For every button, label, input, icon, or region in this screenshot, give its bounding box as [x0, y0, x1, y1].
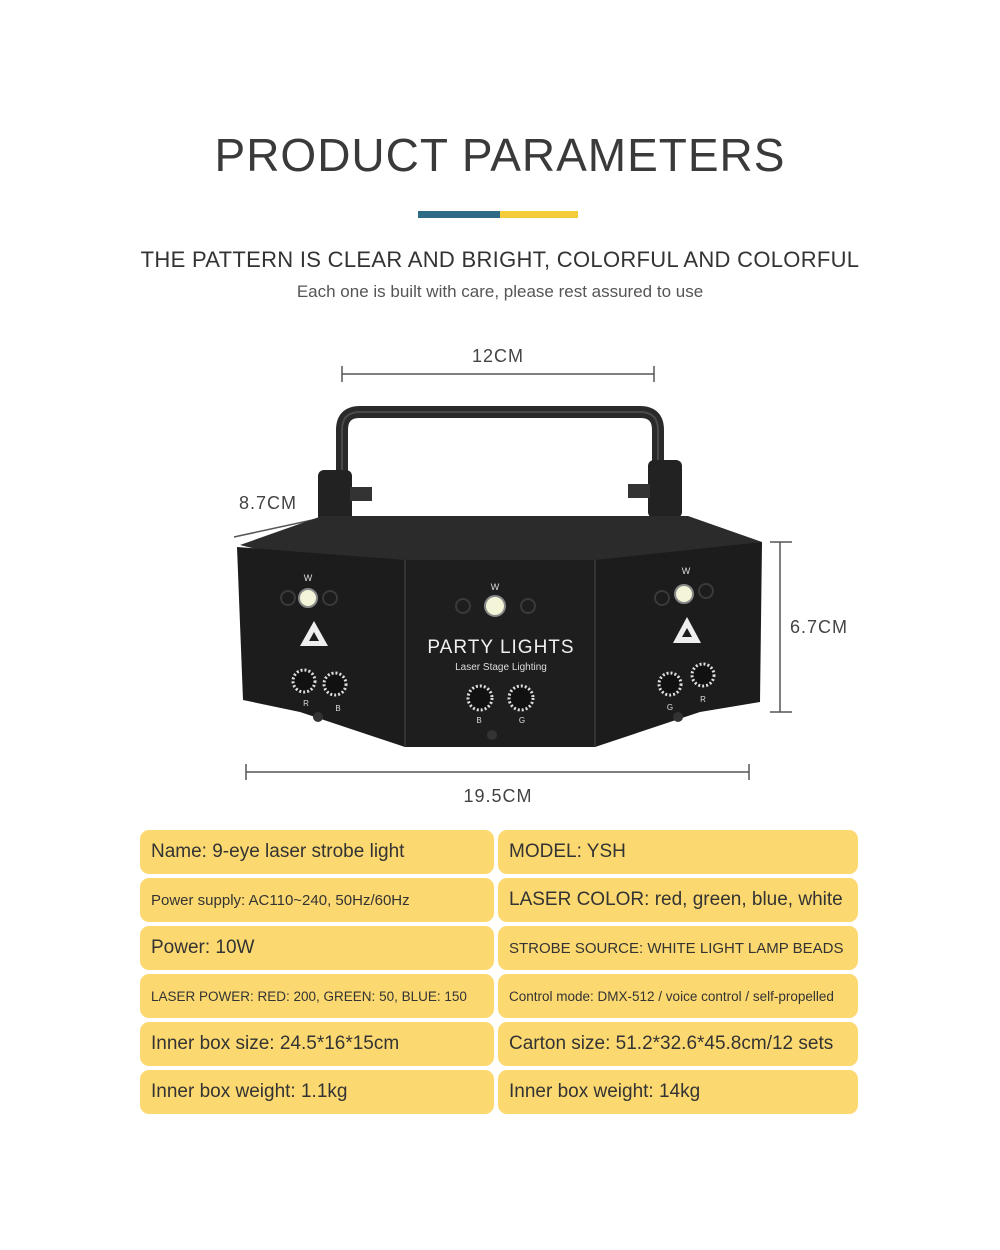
title-underline-yellow: [500, 211, 578, 218]
spec-strobe-source: STROBE SOURCE: WHITE LIGHT LAMP BEADS: [498, 926, 858, 970]
mounting-bracket: [342, 412, 658, 525]
dimension-height: [770, 542, 848, 712]
svg-text:G: G: [518, 716, 526, 725]
svg-text:R: R: [700, 695, 706, 704]
dimension-bottom-width-label: 19.5CM: [463, 786, 533, 806]
spec-row: [140, 830, 858, 874]
spec-row: [140, 974, 858, 1018]
bracket-knob-right: [628, 460, 682, 518]
subtitle: THE PATTERN IS CLEAR AND BRIGHT, COLORFUL AND COLORFUL: [140, 247, 860, 272]
spec-carton-weight: Inner box weight: 14kg: [498, 1070, 858, 1114]
spec-model: MODEL: YSH: [498, 830, 858, 874]
spec-laser-power: LASER POWER: RED: 200, GREEN: 50, BLUE: 150: [140, 974, 494, 1018]
dimension-height-label: 6.7CM: [790, 617, 849, 637]
bracket-knob-left: [318, 470, 372, 522]
svg-text:W: W: [303, 573, 313, 583]
page-title: PRODUCT PARAMETERS: [214, 129, 786, 181]
spec-table: [140, 830, 858, 1118]
spec-laser-color: LASER COLOR: red, green, blue, white: [498, 878, 858, 922]
spec-inner-box-size: Inner box size: 24.5*16*15cm: [140, 1022, 494, 1066]
device-brand: PARTY LIGHTS: [427, 637, 575, 658]
spec-inner-box-weight: Inner box weight: 1.1kg: [140, 1070, 494, 1114]
spec-row: [140, 1022, 858, 1066]
dimension-bottom-width: [246, 764, 749, 806]
spec-control-mode: Control mode: DMX-512 / voice control / self-propelled: [498, 974, 858, 1018]
tagline: Each one is built with care, please rest assured to use: [296, 282, 704, 301]
title-underline-teal: [418, 211, 500, 218]
svg-text:W: W: [681, 566, 691, 576]
spec-carton-size: Carton size: 51.2*32.6*45.8cm/12 sets: [498, 1022, 858, 1066]
svg-text:B: B: [335, 704, 341, 713]
svg-text:R: R: [303, 699, 309, 708]
device-brand-sub: Laser Stage Lighting: [455, 662, 547, 673]
svg-text:B: B: [476, 716, 482, 725]
spec-name: Name: 9-eye laser strobe light: [140, 830, 494, 874]
dimension-top-width: [342, 346, 654, 382]
spec-row: [140, 926, 858, 970]
product-illustration: [0, 330, 1000, 820]
spec-row: [140, 878, 858, 922]
svg-text:W: W: [490, 582, 500, 592]
spec-power-supply: Power supply: AC110~240, 50Hz/60Hz: [140, 878, 494, 922]
spec-row: [140, 1070, 858, 1114]
spec-power: Power: 10W: [140, 926, 494, 970]
svg-text:G: G: [666, 703, 674, 712]
dimension-depth-label: 8.7CM: [239, 493, 298, 513]
dimension-top-width-label: 12CM: [471, 346, 525, 366]
